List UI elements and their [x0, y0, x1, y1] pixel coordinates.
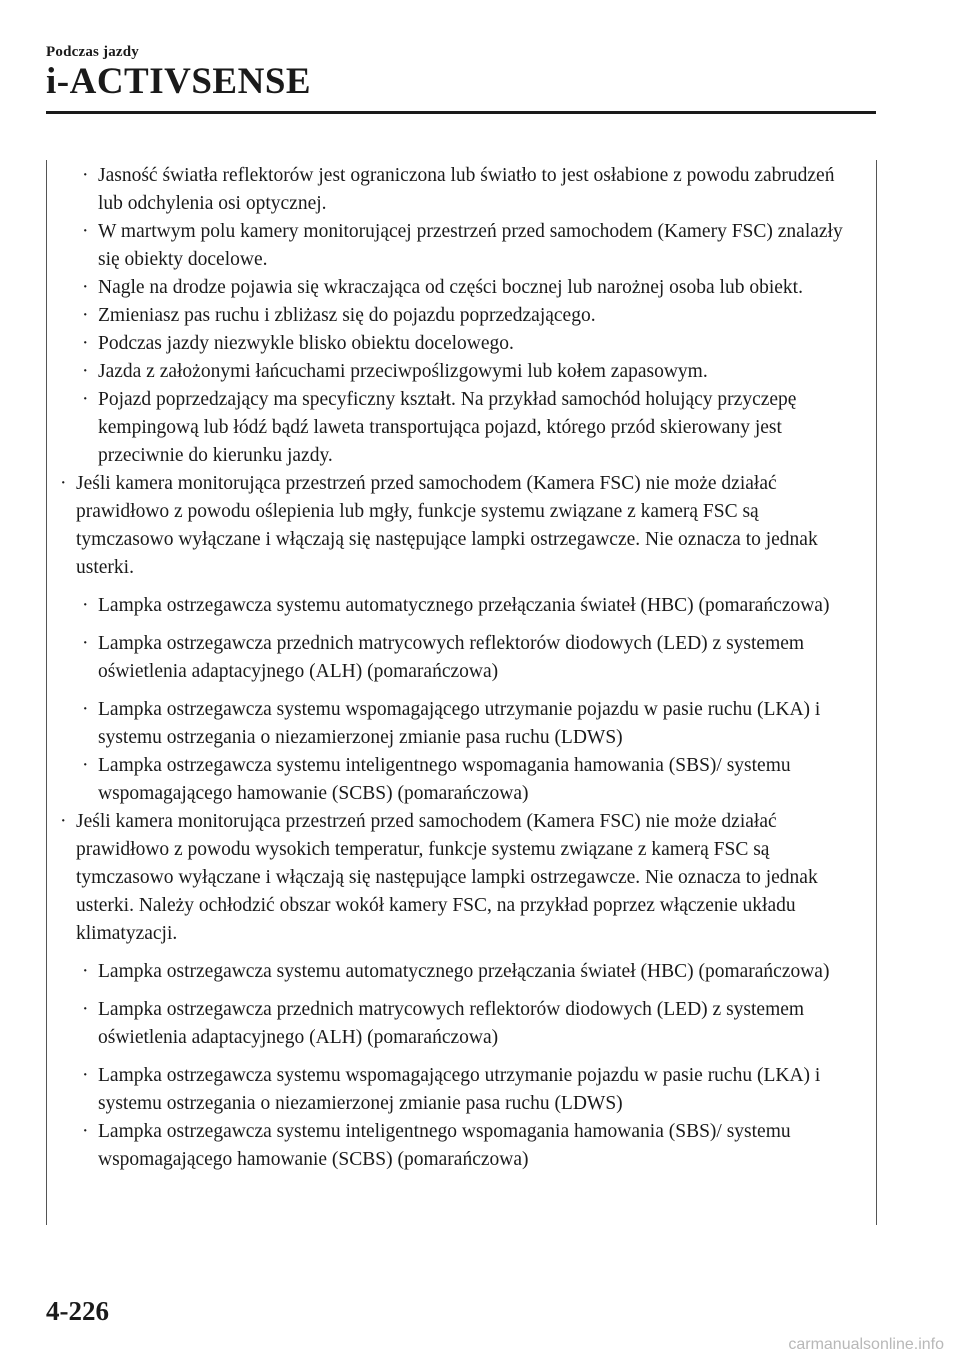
bullet-item: [60, 592, 860, 620]
bullet-text: Jeśli kamera monitorująca przestrzeń przed samochodem (Kamera FSC) nie może działać prawidłowo z powodu wysokich temperatur, funkcje systemu związane z kamerą FSC są tymczasowo wyłączane i włączają się następujące lampki ostrzegawcze. Nie oznacza to jednak usterki. Należy ochłodzić obszar wokół kamery FSC, na przykład poprzez włączenie układu klimatyzacji.: [76, 811, 818, 944]
bullet-dot: ·: [60, 473, 67, 494]
bullet-text: Lampka ostrzegawcza systemu wspomagającego utrzymanie pojazdu w pasie ruchu (LKA) i systemu ostrzegania o niezamierzonej zmianie pasa ruchu (LDWS): [98, 1065, 821, 1114]
bullet-item: [60, 470, 860, 582]
bullet-dot: ·: [82, 755, 89, 776]
bullet-item: [60, 996, 860, 1052]
bullet-dot: ·: [82, 633, 89, 654]
bullet-item: [60, 630, 860, 686]
bullet-text: Lampka ostrzegawcza systemu inteligentnego wspomagania hamowania (SBS)/ systemu wspomagającego hamowanie (SCBS) (pomarańczowa): [98, 1121, 791, 1170]
bullet-dot: ·: [82, 1065, 89, 1086]
bullet-item: [60, 696, 860, 752]
bullet-item: [60, 1118, 860, 1174]
bullet-item: [60, 808, 860, 948]
page-header: [46, 44, 139, 61]
bullet-dot: ·: [82, 277, 89, 298]
bullet-text: Zmieniasz pas ruchu i zbliżasz się do pojazdu poprzedzającego.: [98, 305, 596, 326]
bullet-item: [60, 386, 860, 470]
bullet-dot: ·: [82, 961, 89, 982]
content-border-right: [876, 160, 877, 1225]
section-label: Podczas jazdy: [46, 44, 140, 60]
bullet-item: [60, 1062, 860, 1118]
bullet-text: W martwym polu kamery monitorującej przestrzeń przed samochodem (Kamery FSC) znalazły się obiekty docelowe.: [98, 221, 843, 270]
bullet-text: Pojazd poprzedzający ma specyficzny kształt. Na przykład samochód holujący przyczepę kempingową lub łódź bądź laweta transportująca pojazd, którego przód skierowany jest przeciwnie do kierunku jazdy.: [98, 389, 797, 466]
bullet-text: Lampka ostrzegawcza systemu wspomagającego utrzymanie pojazdu w pasie ruchu (LKA) i systemu ostrzegania o niezamierzonej zmianie pasa ruchu (LDWS): [98, 699, 821, 748]
bullet-text: Jazda z założonymi łańcuchami przeciwpoślizgowymi lub kołem zapasowym.: [98, 361, 708, 382]
bullet-dot: ·: [60, 811, 67, 832]
bullet-item: [60, 958, 860, 986]
bullet-dot: ·: [82, 389, 89, 410]
chapter-title: i-ACTIVSENSE: [46, 61, 312, 102]
title-rule: [46, 111, 876, 114]
content-body: [60, 162, 860, 1174]
content-border-left: [46, 160, 47, 1225]
bullet-text: Podczas jazdy niezwykle blisko obiektu docelowego.: [98, 333, 514, 354]
bullet-text: Jeśli kamera monitorująca przestrzeń przed samochodem (Kamera FSC) nie może działać prawidłowo z powodu oślepienia lub mgły, funkcje systemu związane z kamerą FSC są tymczasowo wyłączane i włączają się następujące lampki ostrzegawcze. Nie oznacza to jednak usterki.: [76, 473, 818, 578]
bullet-item: [60, 218, 860, 274]
bullet-item: [60, 358, 860, 386]
bullet-dot: ·: [82, 221, 89, 242]
bullet-text: Lampka ostrzegawcza systemu automatycznego przełączania świateł (HBC) (pomarańczowa): [98, 961, 830, 982]
bullet-dot: ·: [82, 361, 89, 382]
bullet-item: [60, 752, 860, 808]
bullet-text: Lampka ostrzegawcza systemu automatycznego przełączania świateł (HBC) (pomarańczowa): [98, 595, 830, 616]
bullet-dot: ·: [82, 165, 89, 186]
bullet-text: Lampka ostrzegawcza przednich matrycowych reflektorów diodowych (LED) z systemem oświetlenia adaptacyjnego (ALH) (pomarańczowa): [98, 633, 805, 682]
watermark: carmanualsonline.info: [788, 1336, 944, 1353]
bullet-text: Nagle na drodze pojawia się wkraczająca od części bocznej lub narożnej osoba lub obiekt.: [98, 277, 803, 298]
bullet-dot: ·: [82, 1121, 89, 1142]
bullet-item: [60, 302, 860, 330]
bullet-dot: ·: [82, 333, 89, 354]
bullet-dot: ·: [82, 595, 89, 616]
bullet-text: Lampka ostrzegawcza przednich matrycowych reflektorów diodowych (LED) z systemem oświetlenia adaptacyjnego (ALH) (pomarańczowa): [98, 999, 805, 1048]
bullet-item: [60, 274, 860, 302]
bullet-dot: ·: [82, 999, 89, 1020]
bullet-text: Lampka ostrzegawcza systemu inteligentnego wspomagania hamowania (SBS)/ systemu wspomagającego hamowanie (SCBS) (pomarańczowa): [98, 755, 791, 804]
page-number: 4-226: [46, 1296, 109, 1326]
bullet-item: [60, 330, 860, 358]
bullet-text: Jasność światła reflektorów jest ograniczona lub światło to jest osłabione z powodu zabrudzeń lub odchylenia osi optycznej.: [98, 165, 835, 214]
bullet-dot: ·: [82, 305, 89, 326]
bullet-item: [60, 162, 860, 218]
bullet-dot: ·: [82, 699, 89, 720]
